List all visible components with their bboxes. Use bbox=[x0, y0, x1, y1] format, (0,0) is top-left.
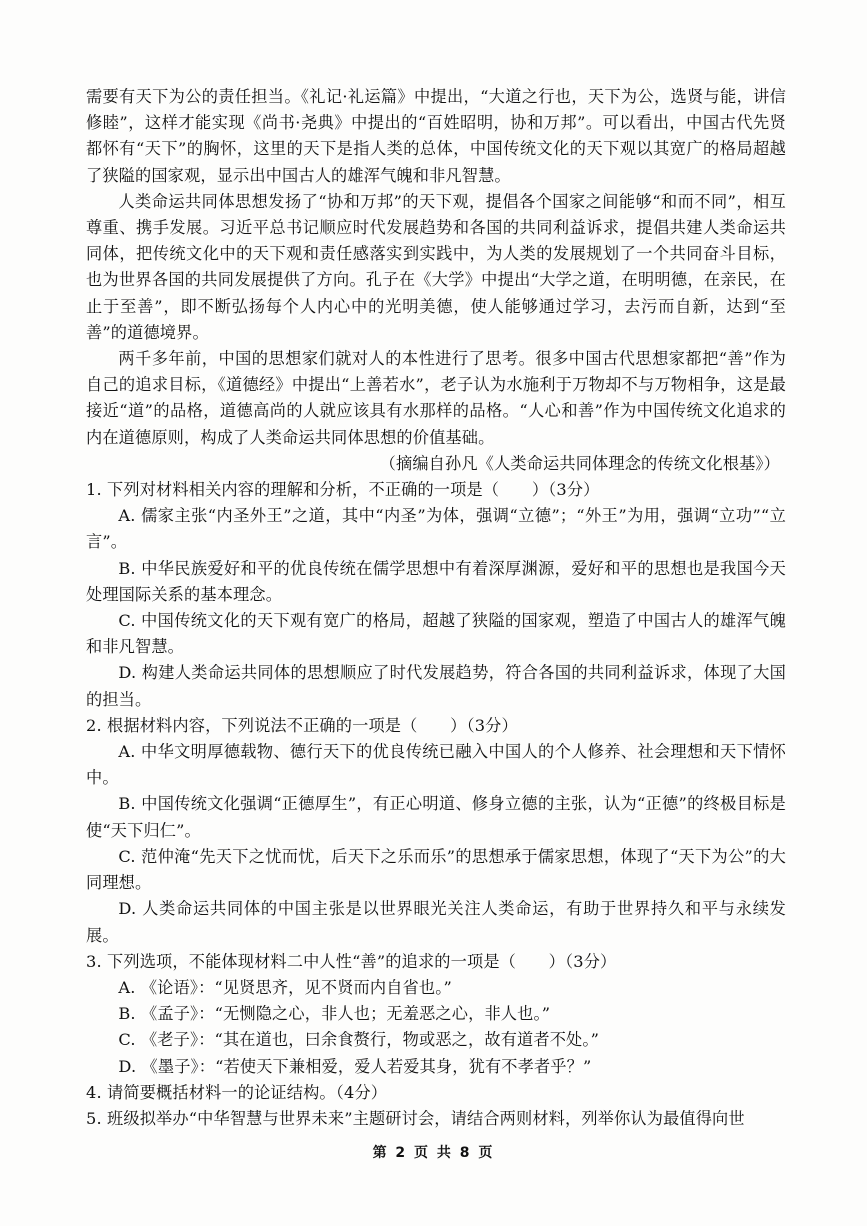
question-1-option-a: A. 儒家主张“内圣外王”之道，其中“内圣”为体，强调“立德”；“外王”为用，强调“立功”“立言”。 bbox=[86, 506, 786, 552]
question-1-stem: 1. 下列对材料相关内容的理解和分析，不正确的一项是（ ）（3分） bbox=[86, 480, 600, 500]
question-4-stem: 4. 请简要概括材料一的论证结构。（4分） bbox=[86, 1082, 388, 1102]
question-2-stem: 2. 根据材料内容，下列说法不正确的一项是（ ）（3分） bbox=[86, 715, 518, 735]
question-2-option-c: C. 范仲淹“先天下之忧而忧，后天下之乐而乐”的思想承于儒家思想，体现了“天下为公”的大同理想。 bbox=[86, 846, 786, 893]
question-2-option-d: D. 人类命运共同体的中国主张是以世界眼光关注人类命运，有助于世界持久和平与永续发展。 bbox=[86, 899, 786, 945]
question-1-option-d: D. 构建人类命运共同体的思想顺应了时代发展趋势，符合各国的共同利益诉求，体现了大国的担当。 bbox=[86, 663, 786, 709]
material-paragraph-1: 需要有天下为公的责任担当。《礼记·礼运篇》中提出，“大道之行也，天下为公，选贤与能，讲信修睦”，这样才能实现《尚书·尧典》中提出的“百姓昭明，协和万邦”。可以看出，中国古代先贤都怀有“天下”的胸怀，这里的天下是指人类的总体，中国传统文化的天下观以其宽广的格局超越了狭隘的国家观，显示出中国古人的雄浑气魄和非凡智慧。 bbox=[86, 87, 786, 185]
question-3-option-d: D. 《墨子》：“若使天下兼相爱，爱人若爱其身，犹有不孝者乎？” bbox=[118, 1056, 592, 1076]
question-3-stem: 3. 下列选项，不能体现材料二中人性“善”的追求的一项是（ ）（3分） bbox=[86, 951, 617, 971]
page-number: 第 2 页 共 8 页 bbox=[372, 1145, 495, 1161]
question-5 bbox=[86, 1106, 786, 1132]
question-1-option-c: C. 中国传统文化的天下观有宽广的格局，超越了狭隘的国家观，塑造了中国古人的雄浑气魄和非凡智慧。 bbox=[86, 611, 786, 657]
material-paragraph-3: 两千多年前，中国的思想家们就对人的本性进行了思考。很多中国古代思想家都把“善”作为自己的追求目标，《道德经》中提出“上善若水”，老子认为水施利于万物却不与万物相争，这是最接近“道”的品格，道德高尚的人就应该具有水那样的品格。“人心和善”作为中国传统文化追求的内在道德原则，构成了人类命运共同体思想的价值基础。 bbox=[86, 349, 786, 447]
question-2-option-b: B. 中国传统文化强调“正德厚生”，有正心明道、修身立德的主张，认为“正德”的终极目标是使“天下归仁”。 bbox=[86, 794, 786, 840]
material-paragraph-2: 人类命运共同体思想发扬了“协和万邦”的天下观，提倡各个国家之间能够“和而不同”，相互尊重、携手发展。习近平总书记顺应时代发展趋势和各国的共同利益诉求，提倡共建人类命运共同体，把传统文化中的天下观和责任感落实到实践中，为人类的发展规划了一个共同奋斗目标，也为世界各国的共同发展提供了方向。孔子在《大学》中提出“大学之道，在明明德，在亲民，在止于至善”，即不断弘扬每个人内心中的光明美德，使人能够通过学习，去污而自新，达到“至善”的道德境界。 bbox=[86, 191, 786, 342]
material-source: （摘编自孙凡《人类命运共同体理念的传统文化根基》） bbox=[379, 453, 780, 473]
question-1 bbox=[86, 477, 786, 713]
question-3-option-c: C. 《老子》：“其在道也，曰余食赘行，物或恶之，故有道者不处。” bbox=[118, 1030, 600, 1050]
question-3 bbox=[86, 949, 786, 1080]
page-content bbox=[86, 84, 786, 1132]
question-4 bbox=[86, 1080, 786, 1106]
question-1-option-b: B. 中华民族爱好和平的优良传统在儒学思想中有着深厚渊源，爱好和平的思想也是我国今天处理国际关系的基本理念。 bbox=[86, 558, 786, 604]
question-2 bbox=[86, 713, 786, 949]
question-3-option-a: A. 《论语》：“见贤思齐，见不贤而内自省也。” bbox=[118, 977, 452, 997]
question-2-option-a: A. 中华文明厚德载物、德行天下的优良传统已融入中国人的个人修养、社会理想和天下情怀中。 bbox=[86, 742, 786, 788]
question-3-option-b: B. 《孟子》：“无恻隐之心，非人也；无羞恶之心，非人也。” bbox=[118, 1004, 551, 1024]
question-5-stem: 5. 班级拟举办“中华智慧与世界未来”主题研讨会，请结合两则材料，列举你认为最值得向世 bbox=[86, 1108, 745, 1128]
